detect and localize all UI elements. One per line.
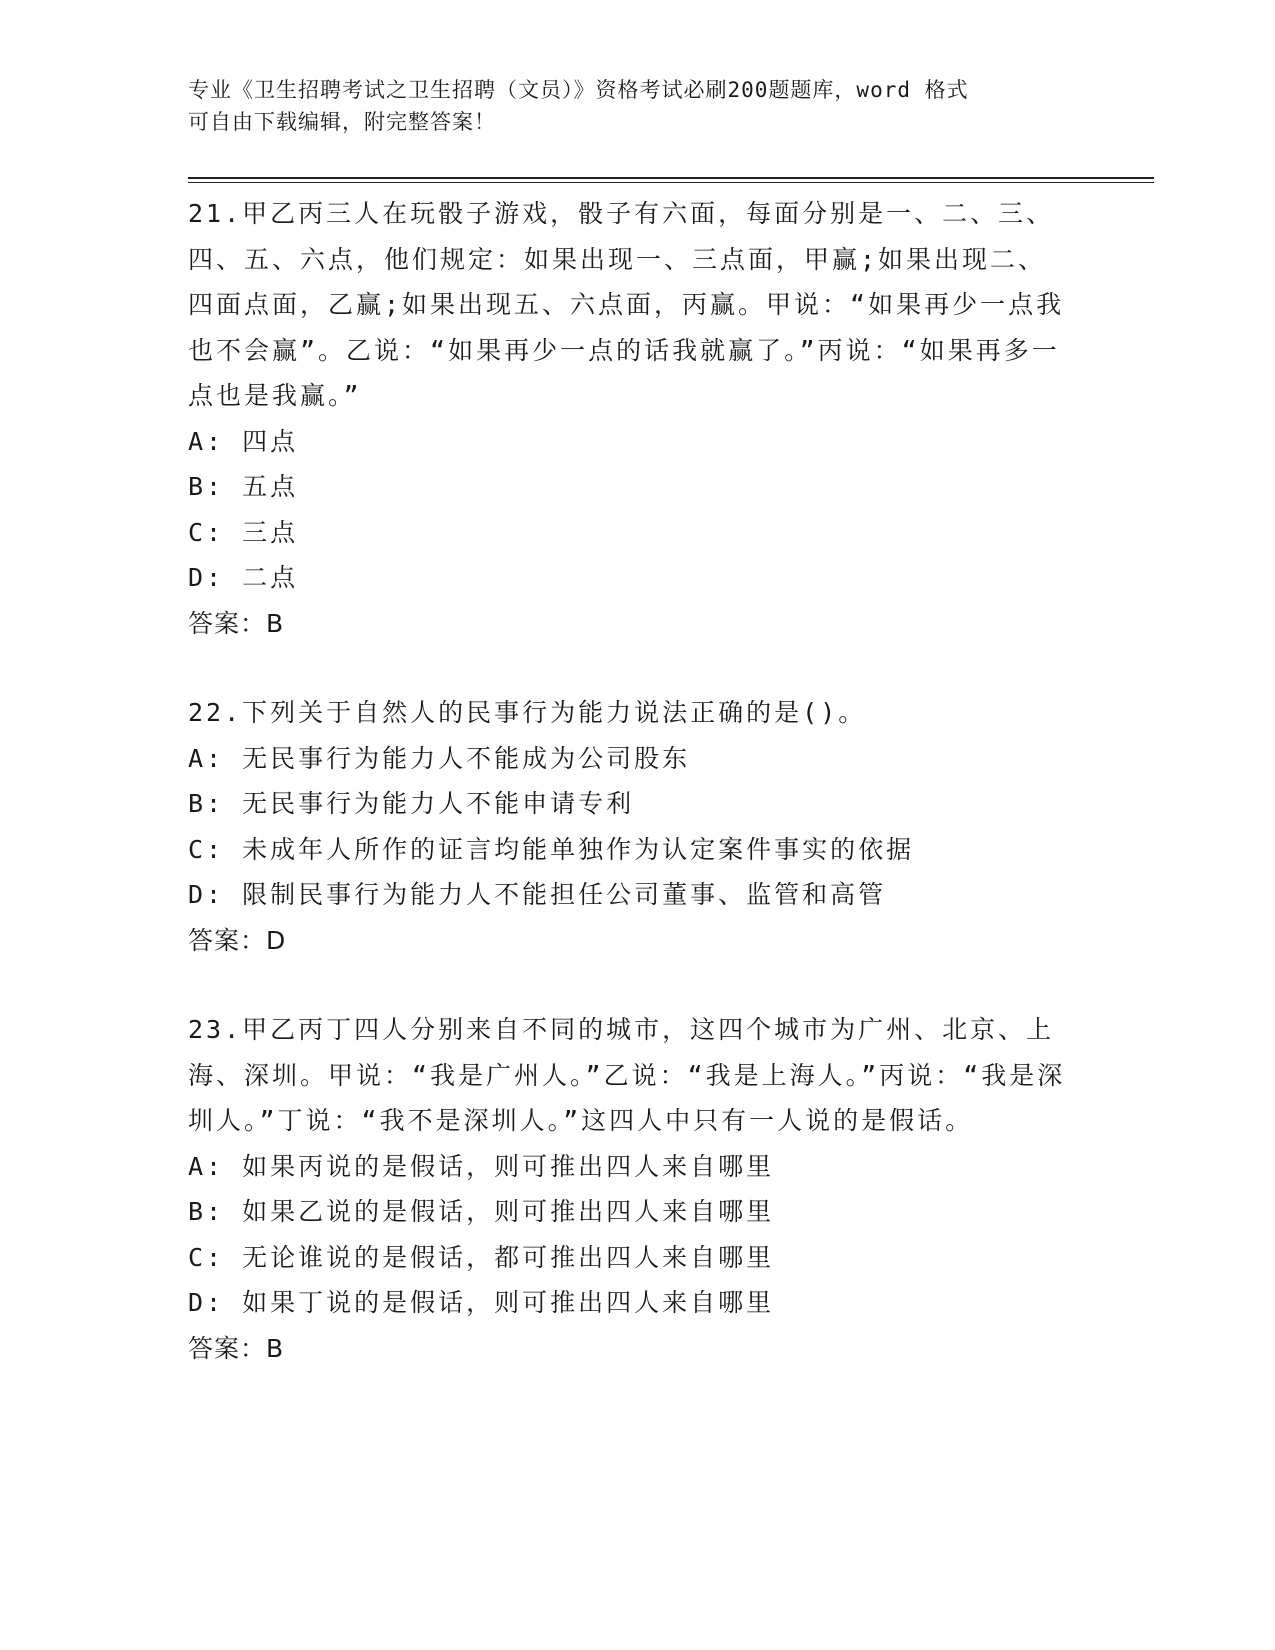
answer-line [188,601,1068,647]
header-title-line2: 可自由下载编辑，附完整答案！ [188,110,496,134]
option-c: C: 未成年人所作的证言均能单独作为认定案件事实的依据 [188,834,915,864]
header-divider-thick [188,177,1154,179]
option-a: A: 无民事行为能力人不能成为公司股东 [188,743,691,773]
question-stem: 23.甲乙丙丁四人分别来自不同的城市，这四个城市为广州、北京、上海、深圳。甲说：“我是广州人。”乙说：“我是上海人。”丙说：“我是深圳人。”丁说：“我不是深圳人。”这四人中只有一人说的是假话。 [188,1015,1066,1135]
header-divider-thin [188,182,1154,183]
option-a: A: 如果丙说的是假话，则可推出四人来自哪里 [188,1151,775,1181]
answer-value: B [266,608,284,638]
option-d: D: 二点 [188,563,299,592]
option-b: B: 无民事行为能力人不能申请专利 [188,789,635,818]
question-stem: 21.甲乙丙三人在玩骰子游戏，骰子有六面，每面分别是一、二、三、四、五、六点，他们规定：如果出现一、三点面，甲赢;如果出现二、四面点面，乙赢;如果出现五、六点面，丙赢。甲说：“如果再少一点我也不会赢”。乙说：“如果再少一点的话我就赢了。”丙说：“如果再多一点也是我赢。” [188,199,1065,410]
question-22 [188,690,1068,963]
option-d: D: 限制民事行为能力人不能担任公司董事、监管和高管 [188,880,887,909]
answer-label: 答案： [188,1333,267,1363]
header-title-line1: 专业《卫生招聘考试之卫生招聘（文员）》资格考试必刷200题题库，word 格式 [188,78,969,102]
option-a: A: 四点 [188,426,299,456]
question-list [188,191,1068,1415]
answer-line [188,918,1068,964]
question-21 [188,191,1068,646]
question-23 [188,1007,1068,1371]
option-d: D: 如果丁说的是假话，则可推出四人来自哪里 [188,1288,775,1317]
answer-value: D [266,925,286,955]
option-b: B: 五点 [188,472,299,501]
option-c: C: 三点 [188,517,299,547]
option-b: B: 如果乙说的是假话，则可推出四人来自哪里 [188,1197,775,1226]
document-header [188,74,1048,138]
question-stem: 22.下列关于自然人的民事行为能力说法正确的是()。 [188,698,867,727]
answer-label: 答案： [188,925,267,955]
answer-value: B [266,1333,284,1363]
option-c: C: 无论谁说的是假话，都可推出四人来自哪里 [188,1242,775,1272]
answer-line [188,1326,1068,1372]
answer-label: 答案： [188,608,267,638]
